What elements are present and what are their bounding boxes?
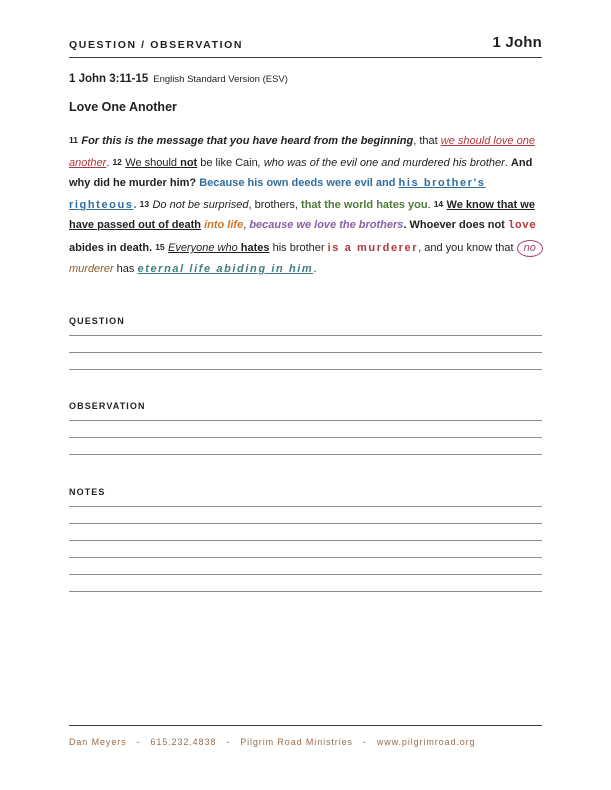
write-in-line[interactable] <box>69 454 542 455</box>
footer-separator-3: - <box>362 737 367 747</box>
write-in-line[interactable] <box>69 437 542 438</box>
passage-segment: , who was of the evil one and murdered his brother <box>257 156 505 169</box>
notes-lines[interactable] <box>69 506 542 592</box>
write-in-line[interactable] <box>69 369 542 370</box>
passage-segment: Do not be surprised <box>152 198 249 211</box>
write-in-line[interactable] <box>69 591 542 592</box>
question-block <box>69 316 542 386</box>
passage-segment: For this is the message that you have heard from the beginning <box>81 135 414 147</box>
passage-segment: hates <box>240 241 270 254</box>
passage-segment: , and you know that <box>418 241 517 254</box>
passage-segment: not <box>180 156 198 169</box>
write-in-line[interactable] <box>69 506 542 507</box>
header-book-title: 1 John <box>492 34 542 51</box>
passage-segment: that the world hates you <box>301 198 428 211</box>
passage-segment: , brothers, <box>248 198 302 211</box>
passage-segment: , <box>243 219 250 232</box>
passage-segment: We know that we have passed out of death <box>69 198 535 232</box>
section-title: Love One Another <box>69 100 177 114</box>
footer-divider <box>69 725 542 726</box>
notes-block <box>69 487 542 608</box>
passage-segment: his brother's righteous <box>69 177 486 211</box>
footer-website: www.pilgrimroad.org <box>376 737 476 747</box>
observation-block <box>69 401 542 471</box>
passage-segment: love <box>507 220 537 233</box>
footer-separator-2: - <box>226 737 231 747</box>
question-label: QUESTION <box>69 316 125 326</box>
bible-version: English Standard Version (ESV) <box>153 74 288 85</box>
notes-label: NOTES <box>69 487 106 497</box>
passage-segment: . <box>313 262 317 275</box>
passage-segment: abides in death. <box>69 241 153 254</box>
verse-number: 11 <box>69 135 81 145</box>
page-header <box>69 34 542 51</box>
passage-segment: into life <box>204 219 244 232</box>
passage-segment: be like Cain <box>197 156 258 169</box>
question-lines[interactable] <box>69 335 542 370</box>
passage-segment: And why did he murder him? <box>69 156 533 190</box>
footer-separator-1: - <box>136 737 141 747</box>
header-divider-top <box>69 57 542 58</box>
verse-number: 14 <box>433 198 446 209</box>
header-section-label: QUESTION / OBSERVATION <box>69 39 244 51</box>
footer-organization: Pilgrim Road Ministries <box>240 737 353 747</box>
write-in-line[interactable] <box>69 540 542 541</box>
passage-reference: 1 John 3:11-15 <box>69 73 149 85</box>
passage-segment: . <box>106 156 110 169</box>
observation-label: OBSERVATION <box>69 401 146 411</box>
footer-phone: 615.232.4838 <box>150 737 217 747</box>
passage-segment: Because his own deeds were evil and <box>199 177 399 190</box>
circled-word: no <box>517 240 543 257</box>
verse-number: 15 <box>155 241 168 252</box>
footer-name: Dan Meyers <box>69 737 127 747</box>
page-footer <box>69 737 542 747</box>
write-in-line[interactable] <box>69 335 542 336</box>
write-in-line[interactable] <box>69 420 542 421</box>
passage-segment: . <box>133 198 137 211</box>
passage-text <box>69 130 545 279</box>
passage-segment: his brother <box>269 241 328 254</box>
passage-segment: murderer <box>69 262 114 275</box>
observation-lines[interactable] <box>69 420 542 455</box>
passage-segment: , that <box>413 135 441 147</box>
passage-segment: Everyone who <box>168 241 241 254</box>
verse-number: 12 <box>112 156 125 167</box>
verse-number: 13 <box>139 198 152 209</box>
passage-segment: . <box>504 156 511 169</box>
passage-segment: . Whoever does not <box>403 219 508 232</box>
passage-reference-line <box>69 73 542 85</box>
passage-segment: eternal life abiding in him <box>137 262 314 275</box>
passage-segment: is a murderer <box>327 241 419 254</box>
passage-segment: we should love one another <box>69 135 535 169</box>
passage-segment: has <box>113 262 138 275</box>
passage-segment: . <box>427 198 431 211</box>
write-in-line[interactable] <box>69 523 542 524</box>
write-in-line[interactable] <box>69 557 542 558</box>
passage-segment: because we love the brothers <box>249 219 404 232</box>
write-in-line[interactable] <box>69 574 542 575</box>
write-in-line[interactable] <box>69 352 542 353</box>
passage-segment: We should <box>125 156 181 169</box>
